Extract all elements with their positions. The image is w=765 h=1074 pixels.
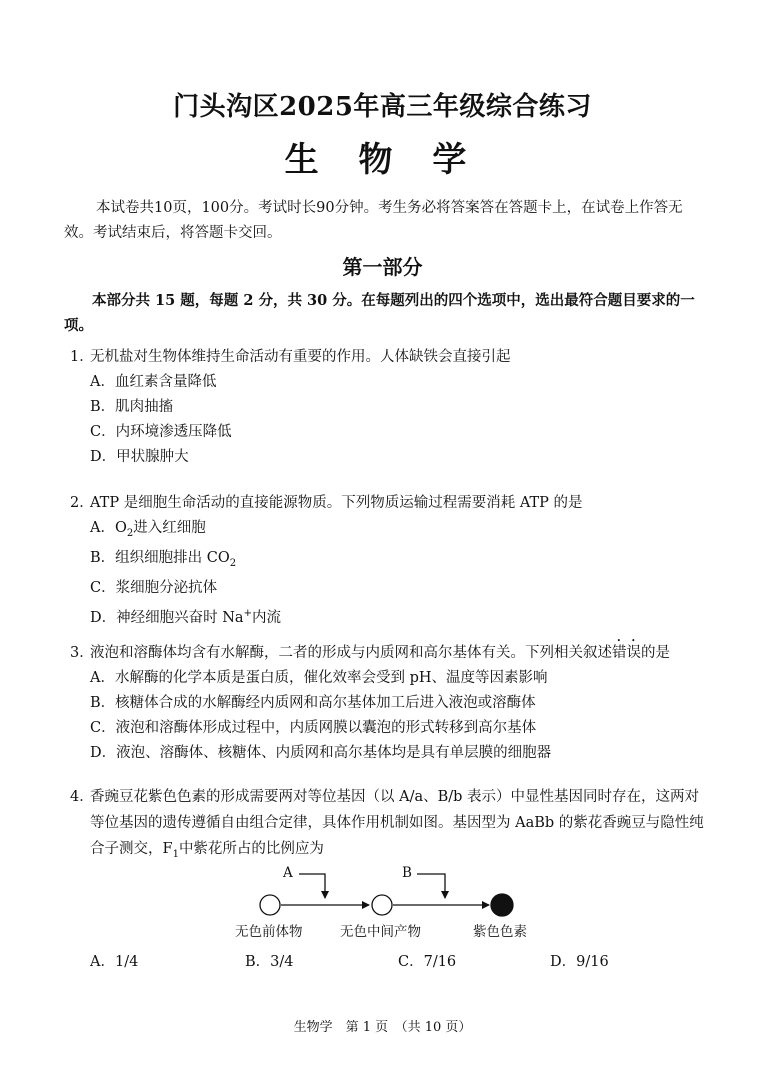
gene-b-label: B — [402, 865, 412, 881]
question-3-number: 3． — [70, 645, 94, 661]
section-description: 本部分共 15 题，每题 2 分，共 30 分。在每题列出的四个选项中，选出最符合题目要求的一项。 — [64, 292, 695, 334]
option-b-subscript: 2 — [229, 557, 237, 569]
precursor-node — [260, 895, 280, 915]
question-1-option-b: B．肌肉抽搐 — [90, 399, 174, 415]
question-3-text-pre: 液泡和溶酶体均含有水解酶，二者的形成与内质网和高尔基体有关。下列相关叙述 — [90, 645, 612, 661]
exam-instructions: 本试卷共10页，100分。考试时长90分钟。考生务必将答案答在答题卡上，在试卷上作答无效。考试结束后，将答题卡交回。 — [64, 200, 683, 241]
question-1-option-d: D．甲状腺肿大 — [90, 449, 189, 465]
question-3-emphasis: 错误 — [612, 645, 641, 661]
intermediate-label: 无色中间产物 — [340, 924, 421, 940]
question-1 — [70, 345, 710, 470]
question-4-option-a: A．1/4 — [90, 954, 139, 970]
subject-title: 生 物 学 — [284, 140, 481, 180]
question-2-option-d — [70, 601, 710, 631]
question-3-stem — [70, 637, 710, 666]
question-2-stem — [70, 491, 710, 516]
question-2-option-c: C．浆细胞分泌抗体 — [90, 579, 218, 596]
question-4-option-d: D．9/16 — [550, 954, 609, 970]
question-3-option-d: D．液泡、溶酶体、核糖体、内质网和高尔基体均是具有单层膜的细胞器 — [90, 745, 552, 761]
option-b-prefix: B．组织细胞排出 CO — [90, 549, 230, 566]
option-a-subscript: 2 — [126, 527, 134, 539]
question-4-option-b: B．3/4 — [245, 954, 294, 970]
question-4-number: 4． — [70, 789, 94, 805]
question-4-subscript: 1 — [172, 848, 179, 860]
intermediate-node — [372, 895, 392, 915]
question-1-option-a: A．血红素含量降低 — [90, 374, 217, 390]
question-2 — [70, 491, 710, 631]
question-2-option-b — [70, 546, 710, 576]
gene-b-arrow — [417, 874, 445, 898]
option-a-prefix: A．O — [90, 520, 127, 536]
question-1-number: 1． — [70, 349, 94, 365]
question-1-text: 无机盐对生物体维持生命活动有重要的作用。人体缺铁会直接引起 — [90, 349, 511, 365]
question-3-option-b: B．核糖体合成的水解酶经内质网和高尔基体加工后进入液泡或溶酶体 — [90, 695, 536, 711]
option-a-suffix: 进入红细胞 — [133, 520, 206, 536]
question-2-option-a — [70, 516, 710, 546]
question-3 — [70, 637, 710, 766]
precursor-label: 无色前体物 — [235, 924, 303, 940]
exam-title: 门头沟区2025年高三年级综合练习 — [173, 92, 592, 122]
question-3-text-post: 的是 — [641, 645, 670, 661]
pigment-node — [491, 894, 513, 916]
question-2-text: ATP 是细胞生命活动的直接能源物质。下列物质运输过程需要消耗 ATP 的是 — [90, 495, 583, 511]
question-4-stem — [70, 784, 710, 868]
question-1-stem — [70, 345, 710, 370]
option-d-prefix: D．神经细胞兴奋时 Na — [90, 609, 244, 626]
question-1-option-c: C．内环境渗透压降低 — [90, 424, 232, 440]
question-4-option-c: C．7/16 — [398, 954, 457, 970]
section-title: 第一部分 — [342, 255, 423, 279]
question-2-number: 2． — [70, 495, 94, 511]
option-d-superscript: + — [243, 607, 252, 619]
gene-a-arrow — [299, 874, 325, 898]
question-4 — [70, 784, 710, 868]
question-4-text-post: 中紫花所占的比例应为 — [178, 841, 324, 857]
pathway-diagram — [225, 862, 555, 942]
pathway-diagram-svg — [225, 862, 555, 917]
option-d-suffix: 内流 — [251, 609, 281, 626]
question-4-text-pre: 香豌豆花紫色色素的形成需要两对等位基因（以 A/a、B/b 表示）中显性基因同时存在，这两对等位基因的遗传遵循自由组合定律，具体作用机制如图。基因型为 AaBb 的紫花香豌豆与隐性纯合子测交，F — [90, 789, 704, 857]
page-footer: 生物学 第 1 页 （共 10 页） — [293, 1020, 472, 1035]
question-3-option-c: C．液泡和溶酶体形成过程中，内质网膜以囊泡的形式转移到高尔基体 — [90, 720, 537, 736]
question-3-option-a: A．水解酶的化学本质是蛋白质，催化效率会受到 pH、温度等因素影响 — [90, 670, 548, 686]
pigment-label: 紫色色素 — [473, 924, 527, 940]
gene-a-label: A — [283, 865, 293, 881]
